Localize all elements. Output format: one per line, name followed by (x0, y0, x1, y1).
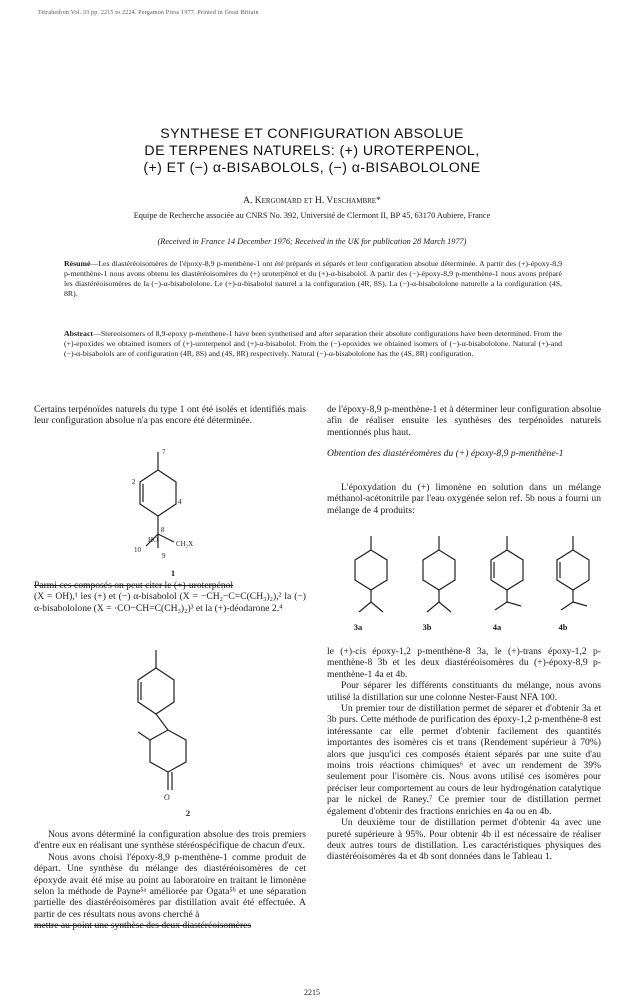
structure-2-figure (128, 640, 238, 810)
right-paragraph-2-text: L'époxydation du (+) limonène en solution dans un mélange méthanol-acétonitrile par l'eau oxygénée selon ref. 5b nous a fourni un mélange de 4 produits: (327, 482, 601, 516)
svg-text:HO: HO (148, 536, 159, 544)
structure-2-label: 2 (185, 808, 191, 818)
abstract-label: Abstract (64, 329, 94, 338)
journal-header: Tetrahedron Vol. 33 pp. 2215 to 2224. Pergamon Press 1977. Printed in Great Britain (38, 10, 259, 16)
left-paragraph-2 (34, 580, 306, 614)
svg-text:7: 7 (162, 448, 166, 456)
right-paragraph-6-text: Un deuxième tour de distillation permet d'obtenir 4a avec une pureté supérieure à 95%. Pour obtenir 4b il est nécessaire de réaliser deux autres tours de distillation. Les caractéristiques physiques des diastéréoisomères 4a et 4b sont données dans le Tableau 1. (327, 817, 601, 863)
structure-1-figure (118, 442, 228, 572)
structure-4b-label: 4b (558, 622, 568, 632)
right-paragraph-1: de l'époxy-8,9 p-menthène-1 et à déterminer leur configuration absolue afin de réaliser ensuite les synthèses des terpénoïdes naturels mentionnés plus haut. (327, 404, 601, 438)
left-paragraph-3-text: Nous avons déterminé la configuration absolue des trois premiers d'entre eux en réalisant une synthèse stéréospécifique de chacun d'eux. (34, 829, 306, 852)
resume-label: Résumé (64, 259, 91, 268)
abstract-paragraph (64, 329, 562, 359)
abstract-text: —Stereoisomers of 8,9-epoxy p-menthene-1 have been synthetised and after separation their absolute configurations have been determined. From the (+)-epoxides we obtained isomers of (+)-uroterpenol and (+)-α-bisabolol. From the (−)-epoxides we obtained isomers of (−)-α-bisabololone. Natural (+)-and (−)-α-bisabolols are of configuration (4R, 8S) and (4S, 8R) respectively. Natural (−)-α-bisabololone has the (4S, 8R) configuration. (64, 329, 562, 359)
svg-text:9: 9 (162, 552, 166, 560)
right-paragraph-4-text: Pour séparer les différents constituants du mélange, nous avons utilisé la distillation sur une colonne Nester-Faust NFA 100. (327, 680, 601, 703)
structure-3a-label: 3a (353, 622, 363, 632)
page-number: 2215 (304, 988, 320, 997)
right-paragraph-3-text: le (+)-cis époxy-1,2 p-menthène-8 3a, le (+)-trans époxy-1,2 p-menthène-8 3b et les deux diastéréoisomères du (+)-époxy-8,9 p-menthène-1 4a et 4b. (327, 646, 601, 680)
left-paragraph-2-struck: Parmi ces composés on peut citer le (+)-uroterpénol (34, 580, 234, 591)
left-paragraph-3 (34, 829, 306, 932)
received-dates: (Received in France 14 December 1976; Received in the UK for publication 28 March 1977) (157, 237, 467, 246)
svg-text:8: 8 (161, 526, 165, 534)
resume-text: —Les diastéréoisomères de l'époxy-8,9 p-menthène-1 ont été préparés et séparés et leur configuration absolue déterminée. A partir des (+)-époxy-8,9 p-menthène-1 nous avons obtenu les diastéréoisomères du (+) uroterpénol et du (+)-α-bisabolol. A partir des (−)-époxy-8,9 p-menthène-1 nous avons préparé les diastéréoisomères de la (−)-α-bisabololone. Le (+)-α-bisabolol naturel a la configuration (4R, 8S). La (−)-α-bisabololone naturelle a la configuration (4S, 8R). (64, 259, 562, 299)
section-heading: Obtention des diastéréomères du (+) époxy-8,9 p-menthène-1 (327, 448, 564, 459)
right-body (327, 646, 601, 863)
left-paragraph-4-text: Nous avons choisi l'époxy-8,9 p-menthène-1 comme produit de départ. Une synthèse du mélange des diastéréoisomères de cet époxyde avait été mise au point au laboratoire en traitant le limonène selon la méthode de Payne⁵ᵃ amélioréе par Ogata⁵ᵇ et une séparation partielle des diastéréoisomères par distillation avait été effectuée. A partir de ces résultats nous avons cherché à (34, 851, 306, 920)
svg-text:4: 4 (178, 498, 182, 506)
svg-text:2: 2 (132, 478, 136, 486)
svg-text:CH₂X: CH₂X (176, 540, 194, 548)
structure-3b-label: 3b (422, 622, 432, 632)
title-line-2: DE TERPENES NATURELS: (+) UROTERPENOL, (144, 143, 480, 159)
structure-1-label: 1 (170, 568, 176, 578)
right-paragraph-2 (327, 482, 601, 516)
authors: A. Kergomard et H. Veschambre* (243, 196, 381, 206)
title-line-3: (+) ET (−) α-BISABOLOLS, (−) α-BISABOLOLONE (143, 160, 481, 176)
right-paragraph-5-text: Un premier tour de distillation permet de séparer et d'obtenir 3a et 3b purs. Cette méthode de purification des époxy-1,2 p-menthène-8 est intéressante car elle permet d'obtenir facilement des quantités importantes des isomères cis et trans (Rendement supérieur à 70%) alors que jusqu'ici ces composés étaient séparés par une suite d'au moins trois réactions chimiques⁶ et avec un rendement de 39% seulement pour l'isomère cis. Nous avons utilisé ces isomères pour préciser leur comportement au cours de leur hydrogénation catalytique par le nickel de Raney.⁷ Ce premier tour de distillation permet également d'obtenir des fractions enrichies en 4a ou en 4b. (327, 703, 601, 817)
structures-3-4-figure (335, 532, 605, 622)
left-paragraph-4-struck: mettre au point une synthèse des deux diastéréoisomères (34, 920, 252, 932)
affiliation: Equipe de Recherche associée au CNRS No. 392, Université de Clermont II, BP 45, 63170 Aubiere, France (133, 211, 491, 220)
title-line-1: SYNTHESE ET CONFIGURATION ABSOLUE (160, 126, 464, 142)
left-paragraph-1: Certains terpénoïdes naturels du type 1 ont été isolés et identifiés mais leur configuration absolue n'a pas encore été déterminée. (34, 404, 306, 427)
svg-text:10: 10 (134, 546, 141, 554)
left-paragraph-2-text: (X = OH),¹ les (+) et (−) α-bisabolol (X = −CH₂−C=C(CH₃)₂),² la (−) α-bisabololone (X = ·CO−CH=C(CH₃)₂)³ et la (+)-déodarone 2.⁴ (34, 591, 306, 614)
resume-paragraph (64, 259, 562, 299)
svg-text:O: O (164, 793, 170, 802)
structure-4a-label: 4a (492, 622, 502, 632)
